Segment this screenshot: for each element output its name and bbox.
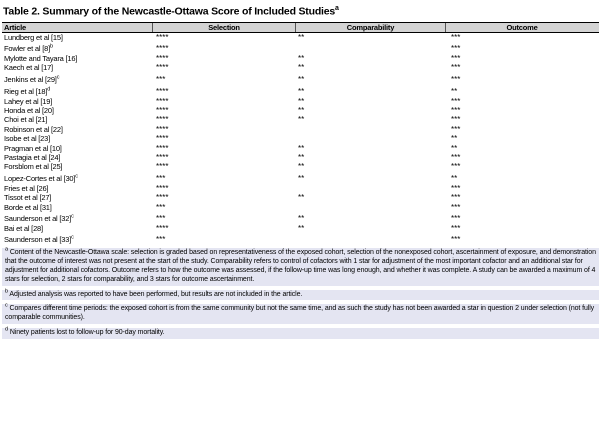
article-cell: Fries et al [26] [4, 183, 49, 193]
selection-stars: *** [156, 173, 166, 183]
outcome-stars: *** [451, 106, 461, 116]
article-cell: Mylotte and Tayara [16] [4, 53, 78, 63]
footnote: $^d$ Ninety patients lost to follow-up for 90-day mortality. [2, 328, 599, 339]
outcome-stars: *** [451, 124, 461, 134]
selection-stars: **** [156, 43, 169, 53]
selection-stars: **** [156, 193, 169, 203]
selection-stars: **** [156, 153, 169, 163]
comparability-stars [296, 233, 446, 245]
nos-table [2, 22, 599, 246]
comparability-stars [296, 42, 446, 54]
selection-stars: **** [156, 223, 169, 233]
table-row [2, 106, 599, 115]
table-row [2, 125, 599, 134]
outcome-stars: *** [451, 183, 461, 193]
outcome-stars: *** [451, 235, 461, 245]
comparability-stars [296, 125, 446, 134]
table-title-text: Table 2. Summary of the Newcastle-Ottawa Score of Included Studies [3, 5, 336, 18]
selection-stars: **** [156, 53, 169, 63]
selection-stars: **** [156, 63, 169, 73]
selection-stars: **** [156, 134, 169, 144]
table-row [2, 115, 599, 124]
table-row [2, 144, 599, 153]
table-row [2, 184, 599, 193]
comparability-stars: ** [298, 74, 305, 84]
selection-stars: **** [156, 106, 169, 116]
comparability-stars: ** [298, 173, 305, 183]
comparability-stars: ** [298, 143, 305, 153]
article-cell: Lopez-Cortes et al $[30]^c$ [4, 173, 78, 183]
column-header-selection: Selection [153, 23, 296, 32]
selection-stars: **** [156, 183, 169, 193]
article-cell: Rieg et al $[18]^d$ [4, 86, 51, 96]
article-cell: Saunderson et al $[33]^c$ [4, 234, 74, 245]
article-superscript: c [75, 173, 78, 180]
article-superscript: c [71, 234, 74, 241]
outcome-stars: *** [451, 74, 461, 84]
outcome-stars: *** [451, 223, 461, 233]
column-header-comparability: Comparability [296, 23, 446, 32]
table-row [2, 54, 599, 63]
article-cell: Tissot et al [27] [4, 193, 52, 203]
footnote-superscript: b [5, 288, 8, 295]
outcome-stars: *** [451, 193, 461, 203]
outcome-stars: ** [451, 134, 458, 144]
outcome-stars: *** [451, 63, 461, 73]
table-row [2, 85, 599, 97]
article-cell: Fowler et al $[8]^b$ [4, 43, 53, 53]
article-superscript: c [71, 213, 74, 220]
table-row [2, 193, 599, 202]
outcome-stars: *** [451, 32, 461, 42]
article-cell: Saunderson et al $[32]^c$ [4, 213, 74, 223]
outcome-stars: *** [451, 202, 461, 212]
article-cell: Pastagia et al [24] [4, 153, 61, 163]
column-header-outcome: Outcome [506, 22, 538, 32]
article-cell: Jenkins et al $[29]^c$ [4, 74, 60, 84]
comparability-stars [296, 184, 446, 193]
table-row [2, 33, 599, 42]
comparability-stars: ** [298, 223, 305, 233]
selection-stars: *** [156, 74, 166, 84]
comparability-stars: ** [298, 106, 305, 116]
table-row [2, 153, 599, 162]
outcome-stars: *** [451, 213, 461, 223]
article-cell: Choi et al [21] [4, 115, 48, 125]
article-cell: Lahey et al [19] [4, 96, 53, 106]
table-row [2, 97, 599, 106]
comparability-stars: ** [298, 53, 305, 63]
comparability-stars [296, 134, 446, 143]
outcome-stars: ** [451, 86, 458, 96]
table-row [2, 233, 599, 245]
table-row [2, 203, 599, 212]
table-row [2, 73, 599, 85]
footnotes [2, 248, 599, 338]
table-row [2, 162, 599, 171]
article-cell: Bai et al [28] [4, 223, 43, 233]
outcome-stars: *** [451, 53, 461, 63]
table-row [2, 63, 599, 72]
selection-stars: *** [156, 235, 166, 245]
table-row [2, 42, 599, 54]
table-title-superscript: a [335, 5, 339, 12]
selection-stars: **** [156, 143, 169, 153]
footnote-superscript: d [5, 326, 8, 333]
selection-stars: **** [156, 162, 169, 172]
selection-stars: **** [156, 86, 169, 96]
table-row [2, 134, 599, 143]
footnote: $^a$ Content of the Newcastle-Ottawa scale: selection is graded based on representativeness of the exposed cohort, selection of the nonexposed cohort, ascertainment of exposure, and demonstration that the outcome of interest was not present at the start of the study. Comparability refers to control of cofactors with 1 star for adjustment of the most important cofactor and an additional star for adjustment for additional cofactors. Outcome refers to how the outcome was assessed, if the follow-up time was long enough, and whether it was complete. A study can be awarded a maximum of 4 stars for selection, 2 stars for comparability, and 3 stars for outcome ascertainment. [2, 248, 599, 285]
table-header-row [2, 22, 599, 33]
article-cell: Lundberg et al [15] [4, 32, 63, 42]
table-body [2, 33, 599, 246]
footnote: $^c$ Compares different time periods: the exposed cohort is from the same community but not the same time, and as such the study has not been awarded a star in question 2 under selection (not fully comparable communities). [2, 304, 599, 324]
outcome-stars: *** [451, 153, 461, 163]
column-header-article: Article [2, 23, 153, 32]
comparability-stars: ** [298, 86, 305, 96]
article-cell: Forsblom et al [25] [4, 162, 63, 172]
article-cell: Kaech et al [17] [4, 63, 53, 73]
comparability-stars: ** [298, 213, 305, 223]
comparability-stars: ** [298, 162, 305, 172]
outcome-stars: ** [451, 143, 458, 153]
footnote-superscript: a [5, 247, 8, 254]
comparability-stars: ** [298, 153, 305, 163]
article-cell: Honda et al [20] [4, 106, 54, 116]
selection-stars: **** [156, 96, 169, 106]
selection-stars: *** [156, 202, 166, 212]
article-cell: Robinson et al [22] [4, 124, 63, 134]
outcome-stars: *** [451, 96, 461, 106]
article-cell: Isobe et al [23] [4, 134, 51, 144]
table-row [2, 212, 599, 224]
selection-stars: **** [156, 32, 169, 42]
table-row [2, 224, 599, 233]
comparability-stars: ** [298, 96, 305, 106]
outcome-stars: *** [451, 162, 461, 172]
footnote: $^b$ Adjusted analysis was reported to have been performed, but results are not included in the article. [2, 290, 599, 301]
footnote-superscript: c [5, 303, 8, 310]
selection-stars: *** [156, 213, 166, 223]
outcome-stars: *** [451, 43, 461, 53]
outcome-stars: ** [451, 173, 458, 183]
table-title [3, 5, 600, 18]
article-superscript: b [50, 43, 53, 50]
article-cell: Borde et al [31] [4, 202, 52, 212]
table-row [2, 172, 599, 184]
comparability-stars: ** [298, 115, 305, 125]
selection-stars: **** [156, 115, 169, 125]
comparability-stars: ** [298, 63, 305, 73]
article-superscript: d [47, 86, 51, 93]
article-cell: Pragman et al [10] [4, 143, 62, 153]
comparability-stars: ** [298, 32, 305, 42]
comparability-stars: ** [298, 193, 305, 203]
outcome-stars: *** [451, 115, 461, 125]
article-superscript: c [56, 74, 60, 81]
comparability-stars [296, 203, 446, 212]
selection-stars: **** [156, 124, 169, 134]
